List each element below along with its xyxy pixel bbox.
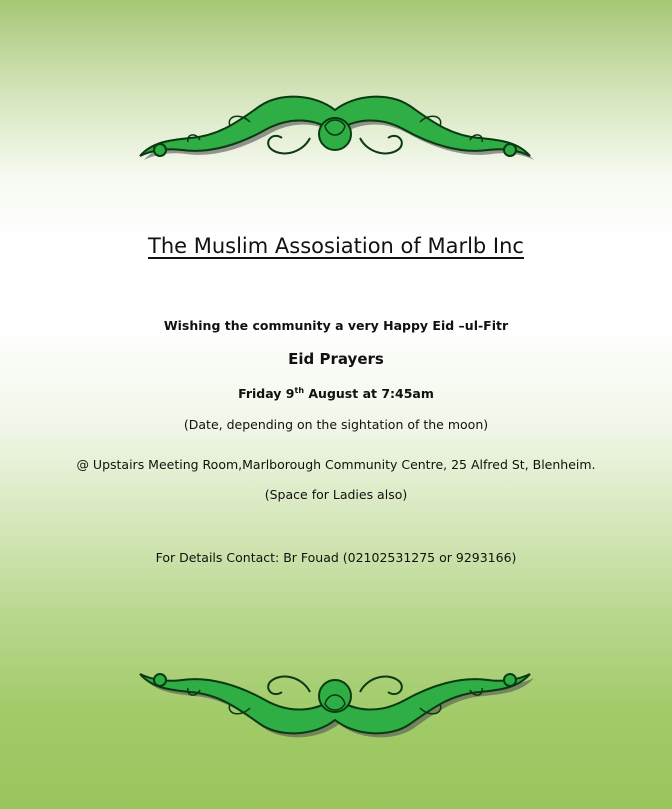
date-prefix: Friday 9	[238, 386, 295, 402]
event-heading: Eid Prayers	[288, 350, 384, 368]
date-suffix: August at 7:45am	[304, 386, 434, 402]
moon-sighting-note: (Date, depending on the sightation of the moon)	[183, 417, 489, 432]
venue-text: @ Upstairs Meeting Room,Marlborough Community Centre, 25 Alfred St, Blenheim.	[76, 457, 596, 472]
ladies-space-note: (Space for Ladies also)	[264, 487, 408, 502]
scroll-ornament-graphic	[130, 662, 540, 738]
event-date-time	[0, 386, 672, 401]
greeting-text: Wishing the community a very Happy Eid –ul-Fitr	[163, 318, 509, 333]
scroll-ornament-graphic	[130, 92, 540, 168]
date-ordinal-suffix: th	[294, 386, 305, 395]
top-scroll-ornament-icon	[130, 92, 540, 168]
bottom-scroll-ornament-icon	[130, 662, 540, 738]
contact-details: For Details Contact: Br Fouad (02102531275 or 9293166)	[155, 550, 517, 565]
flyer-title: The Muslim Assosiation of Marlb Inc	[148, 234, 524, 258]
